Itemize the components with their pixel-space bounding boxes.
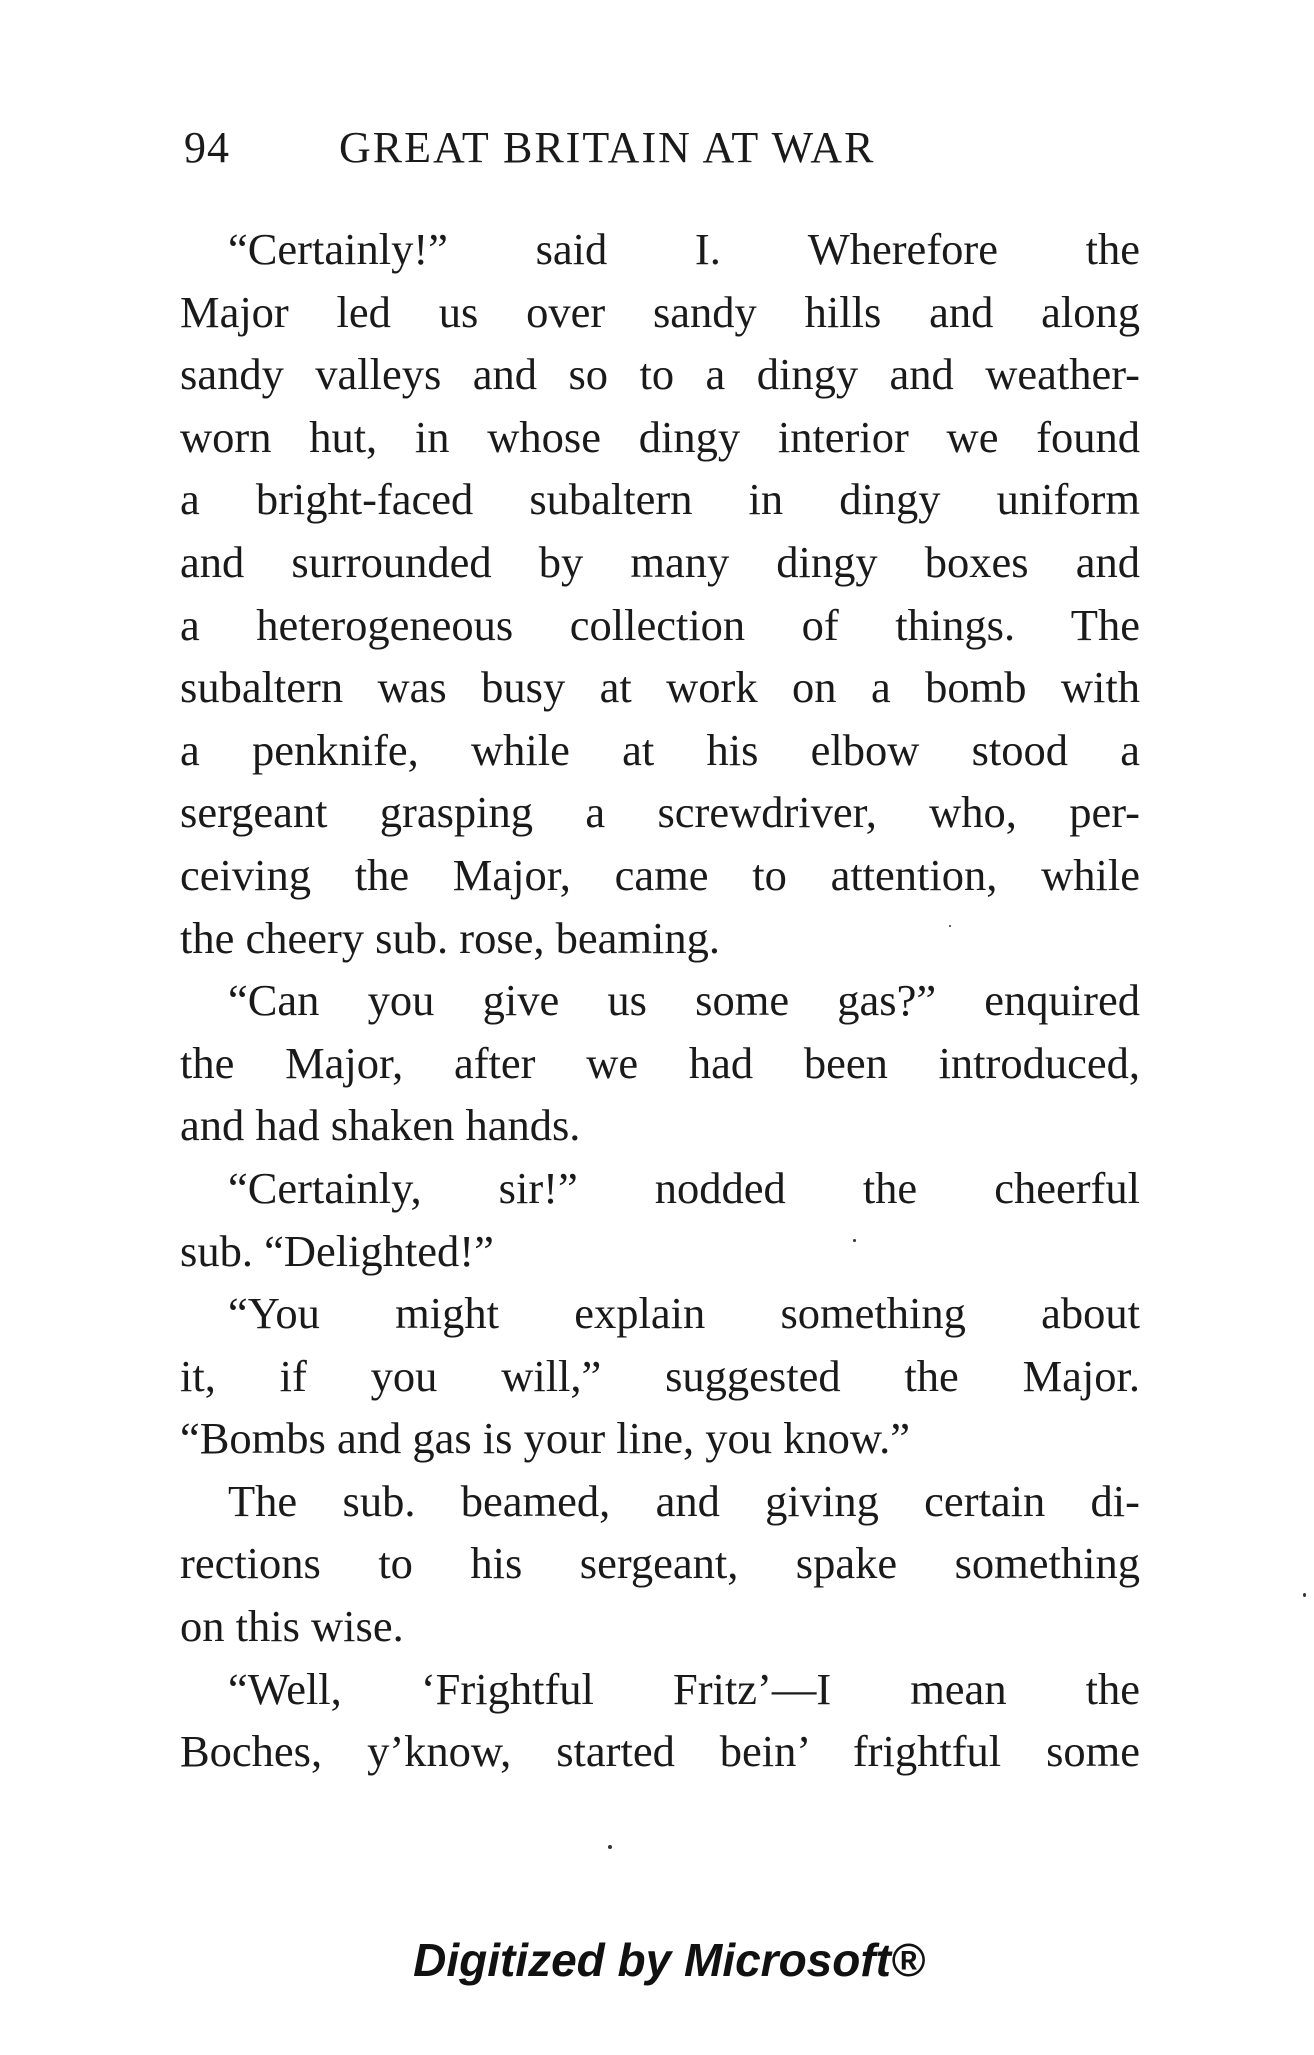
running-title: GREAT BRITAIN AT WAR <box>339 123 876 172</box>
text-line: ceiving the Major, came to attention, while <box>180 849 1140 900</box>
text-line: a bright-faced subaltern in dingy uniform <box>180 474 1140 525</box>
text-line: “Can you give us some gas?” enquired <box>228 975 1140 1026</box>
text-line: it, if you will,” suggested the Major. <box>180 1350 1140 1401</box>
text-line: the Major, after we had been introduced, <box>180 1037 1140 1088</box>
scan-speck <box>949 925 951 927</box>
text-line: “You might explain something about <box>228 1288 1140 1339</box>
text-line: “Certainly, sir!” nodded the cheerful <box>228 1162 1140 1213</box>
text-line: on this wise. <box>180 1601 404 1652</box>
running-head <box>184 118 1144 178</box>
text-line: and surrounded by many dingy boxes and <box>180 536 1140 587</box>
text-line: worn hut, in whose dingy interior we found <box>180 411 1140 462</box>
text-line: the cheery sub. rose, beaming. <box>180 912 720 963</box>
text-line: The sub. beamed, and giving certain di- <box>228 1475 1140 1526</box>
text-line: “Certainly!” said I. Wherefore the <box>228 224 1140 274</box>
text-line: subaltern was busy at work on a bomb with <box>180 662 1140 713</box>
digitized-watermark: Digitized by Microsoft® <box>413 1934 925 1986</box>
scan-speck <box>608 1845 612 1849</box>
text-line: rections to his sergeant, spake something <box>180 1538 1140 1589</box>
body-text <box>180 218 1140 1783</box>
text-line: Major led us over sandy hills and along <box>180 286 1140 337</box>
text-line: “Bombs and gas is your line, you know.” <box>180 1413 911 1464</box>
text-line: and had shaken hands. <box>180 1100 581 1151</box>
text-line: sergeant grasping a screwdriver, who, per- <box>180 787 1140 838</box>
text-line: sandy valleys and so to a dingy and weather- <box>180 349 1140 400</box>
text-line: Boches, y’know, started bein’ frightful some <box>180 1726 1140 1777</box>
page-number: 94 <box>184 123 230 172</box>
text-line: a penknife, while at his elbow stood a <box>180 724 1140 775</box>
text-line: “Well, ‘Frightful Fritz’—I mean the <box>228 1663 1140 1714</box>
text-line: sub. “Delighted!” <box>180 1225 494 1276</box>
scan-speck <box>853 1239 856 1242</box>
scan-speck <box>1303 1593 1306 1597</box>
text-line: a heterogeneous collection of things. The <box>180 599 1140 650</box>
